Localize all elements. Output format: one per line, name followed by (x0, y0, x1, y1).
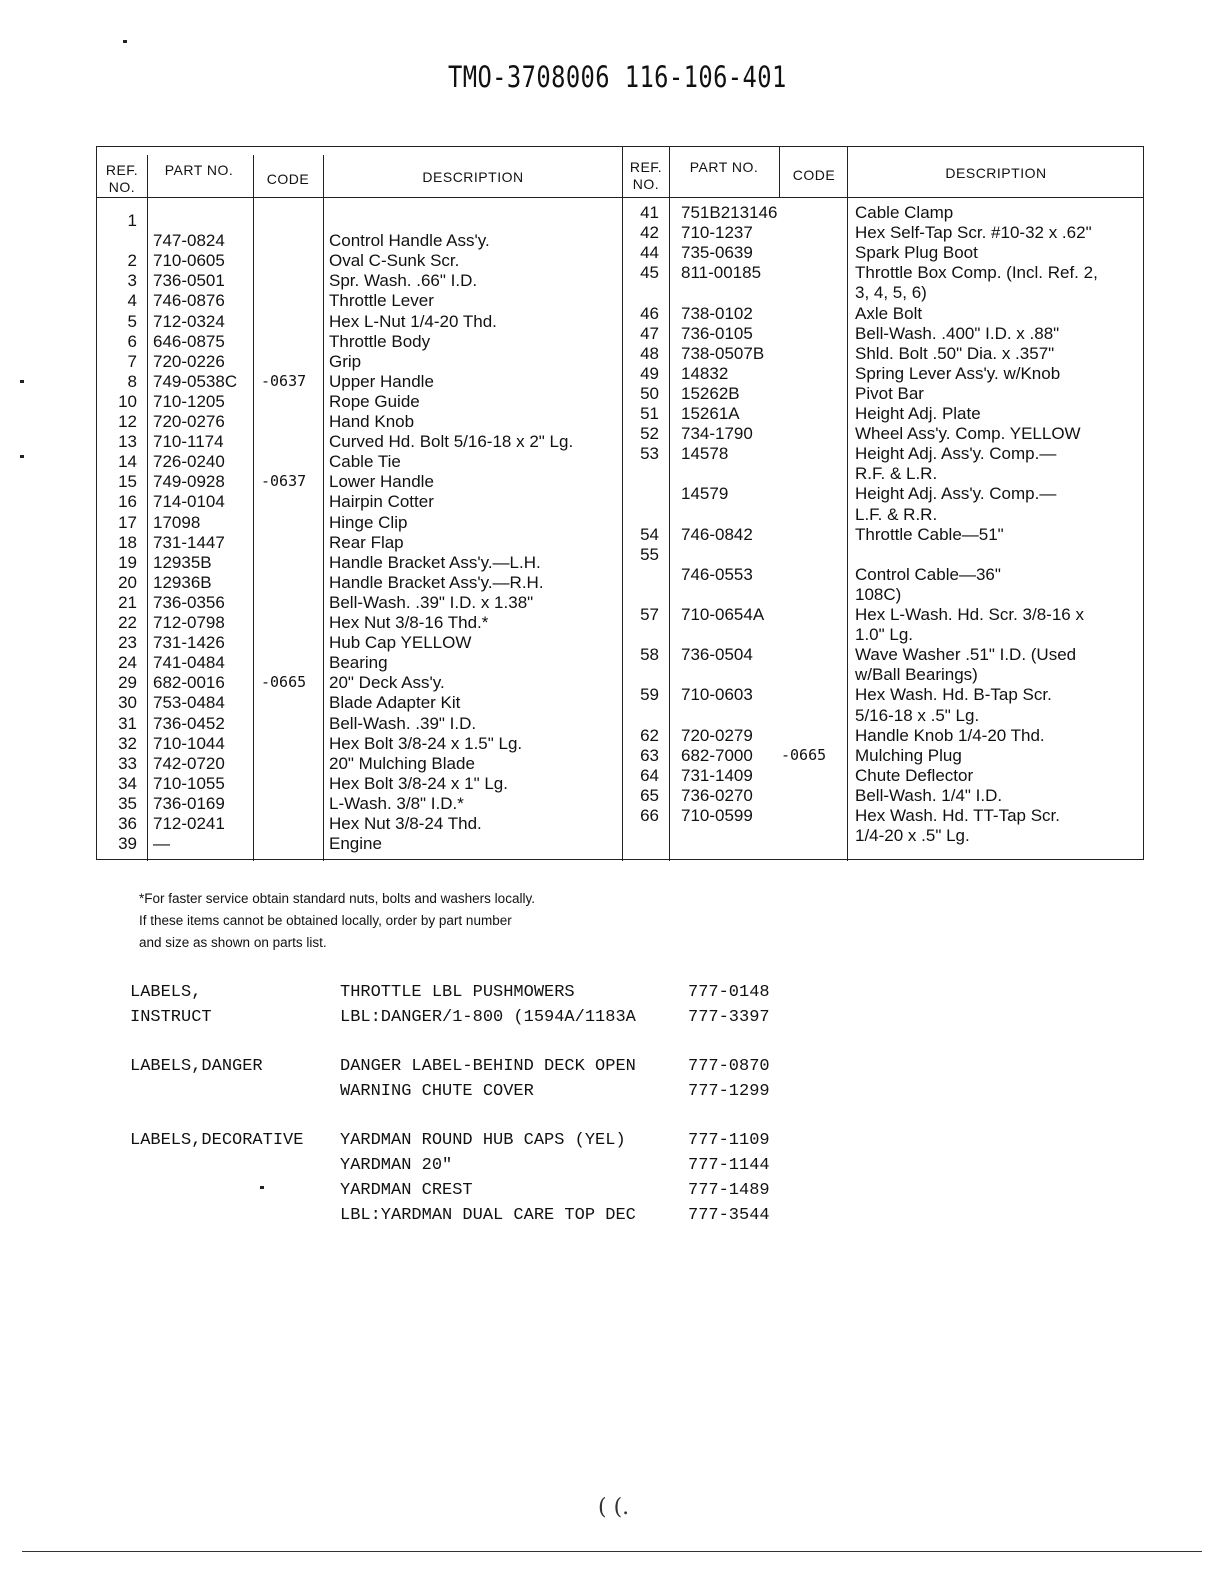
part-description: Hex L-Nut 1/4-20 Thd. (329, 311, 497, 331)
label-name: LBL:DANGER/1-800 (1594A/1183A (340, 1008, 636, 1027)
part-description: Blade Adapter Kit (329, 693, 461, 713)
part-description: Shld. Bolt .50" Dia. x .357" (855, 343, 1055, 363)
part-description: Hex Nut 3/8-16 Thd.* (329, 613, 489, 632)
part-ref: 32 (118, 733, 137, 753)
part-ref: 8 (127, 371, 137, 391)
page-mark: ( (. (598, 1495, 630, 1520)
label-name: YARDMAN CREST (340, 1181, 473, 1200)
part-number: 736-0270 (681, 785, 753, 805)
part-ref: 57 (640, 605, 659, 624)
label-number: 777-1299 (688, 1082, 770, 1101)
part-ref: 17 (118, 512, 137, 532)
part-number: 749-0538C (153, 371, 238, 391)
part-ref: 7 (127, 351, 137, 371)
part-number: 742-0720 (153, 753, 225, 773)
part-number: 731-1409 (681, 765, 753, 785)
part-ref: 46 (640, 303, 659, 323)
part-description: Hand Knob (329, 412, 415, 431)
part-number: 14579 (681, 484, 729, 504)
part-number: 746-0553 (681, 564, 753, 584)
part-ref: 33 (118, 753, 137, 773)
part-description: Oval C-Sunk Scr. (329, 251, 460, 271)
part-number: 720-0279 (681, 725, 753, 745)
part-ref: 48 (640, 343, 659, 363)
part-ref: 6 (127, 331, 137, 351)
part-ref: 53 (640, 444, 659, 464)
label-category: LABELS,DECORATIVE (130, 1131, 304, 1150)
part-number: 712-0324 (153, 311, 225, 331)
part-description: w/Ball Bearings) (855, 665, 978, 685)
part-ref: 3 (127, 271, 137, 291)
part-ref: 50 (640, 383, 659, 403)
part-description: 5/16-18 x .5" Lg. (855, 705, 980, 725)
part-number: 710-0599 (681, 806, 753, 825)
part-ref: 20 (118, 572, 137, 592)
part-description: Bell-Wash. .400" I.D. x .88" (855, 323, 1060, 343)
part-description: Bell-Wash. .39" I.D. (329, 713, 477, 733)
part-ref: 16 (118, 492, 137, 512)
part-number: 646-0875 (153, 331, 225, 351)
part-ref: 64 (640, 765, 659, 785)
part-ref: 15 (118, 472, 137, 492)
part-number: 720-0276 (153, 412, 225, 431)
part-description: 1.0" Lg. (855, 625, 914, 645)
header-code: CODE (266, 171, 310, 187)
part-description: L-Wash. 3/8" I.D.* (329, 793, 464, 813)
part-number: 12936B (153, 572, 212, 592)
scan-speck (123, 40, 127, 43)
part-ref: 4 (127, 291, 137, 311)
footnote-line: *For faster service obtain standard nuts, bolts and washers locally. (139, 891, 535, 906)
part-ref: 55 (640, 544, 659, 564)
part-ref: 41 (640, 203, 659, 222)
part-ref: 58 (640, 645, 659, 665)
part-description: R.F. & L.R. (855, 464, 938, 484)
part-ref: 45 (640, 263, 659, 283)
part-ref: 22 (118, 613, 137, 632)
part-number: 726-0240 (153, 452, 225, 472)
part-description: Height Adj. Ass'y. Comp.— (855, 484, 1057, 504)
part-ref: 44 (640, 243, 659, 263)
part-number: 710-0603 (681, 685, 753, 705)
part-description: Cable Tie (329, 452, 401, 472)
part-number: 710-1237 (681, 223, 753, 243)
part-ref: 47 (640, 323, 659, 343)
part-ref: 23 (118, 633, 137, 653)
part-description: Throttle Box Comp. (Incl. Ref. 2, (855, 263, 1098, 283)
part-number: 710-1055 (153, 773, 225, 793)
label-number: 777-0148 (688, 983, 770, 1002)
footnote-line: and size as shown on parts list. (139, 935, 327, 950)
part-number: 15262B (681, 383, 740, 403)
part-number: 738-0507B (681, 343, 765, 363)
part-description: Handle Bracket Ass'y.—L.H. (329, 552, 541, 572)
part-ref: 31 (118, 713, 137, 733)
col-divider (253, 155, 254, 861)
label-number: 777-1144 (688, 1156, 770, 1175)
part-description: Chute Deflector (855, 765, 974, 785)
part-description: Spark Plug Boot (855, 243, 978, 263)
label-number: 777-1109 (688, 1131, 770, 1150)
part-description: Bell-Wash. 1/4" I.D. (855, 785, 1003, 805)
part-number: 747-0824 (153, 231, 225, 251)
part-description: Cable Clamp (855, 203, 954, 222)
part-description: Hex Nut 3/8-24 Thd. (329, 814, 482, 833)
col-divider (669, 147, 670, 861)
part-ref: 14 (118, 452, 137, 472)
label-name: DANGER LABEL-BEHIND DECK OPEN (340, 1057, 636, 1076)
part-description: Throttle Cable—51" (855, 524, 1004, 544)
part-number: 14578 (681, 444, 729, 464)
part-description: Bell-Wash. .39" I.D. x 1.38" (329, 592, 534, 612)
part-ref: 19 (118, 552, 137, 572)
part-ref: 35 (118, 793, 137, 813)
label-number: 777-3397 (688, 1008, 770, 1027)
part-description: Hex Bolt 3/8-24 x 1" Lg. (329, 773, 508, 793)
part-number: 736-0105 (681, 323, 753, 343)
part-number: 751B213146 (681, 203, 778, 222)
part-ref: 29 (118, 673, 137, 693)
part-description: Wheel Ass'y. Comp. YELLOW (855, 424, 1081, 444)
part-description: Throttle Lever (329, 291, 434, 311)
part-number: 710-0654A (681, 605, 765, 624)
part-description: L.F. & R.R. (855, 504, 938, 524)
part-ref: 42 (640, 223, 659, 243)
label-name: YARDMAN ROUND HUB CAPS (YEL) (340, 1131, 626, 1150)
part-description: Wave Washer .51" I.D. (Used (855, 645, 1077, 665)
label-number: 777-1489 (688, 1181, 770, 1200)
part-description: Lower Handle (329, 472, 434, 492)
part-ref: 63 (640, 745, 659, 765)
label-name: THROTTLE LBL PUSHMOWERS (340, 983, 575, 1002)
header-description: DESCRIPTION (422, 169, 524, 185)
part-description: Hex Wash. Hd. B-Tap Scr. (855, 685, 1052, 705)
part-ref: 24 (118, 653, 137, 673)
part-description: Height Adj. Plate (855, 404, 981, 423)
header-part: PART NO. (689, 159, 759, 175)
part-number: 753-0484 (153, 693, 225, 713)
part-description: Hex Bolt 3/8-24 x 1.5" Lg. (329, 733, 523, 753)
part-description: Rear Flap (329, 532, 404, 552)
part-code: -0637 (261, 371, 307, 390)
part-description: Handle Bracket Ass'y.—R.H. (329, 572, 544, 592)
part-number: 741-0484 (153, 653, 225, 673)
scan-speck (20, 455, 24, 458)
part-description: Hex Wash. Hd. TT-Tap Scr. (855, 806, 1061, 825)
col-divider (847, 147, 848, 861)
part-number: 736-0356 (153, 592, 225, 612)
part-number: 736-0501 (153, 271, 225, 291)
part-description: Height Adj. Ass'y. Comp.— (855, 444, 1057, 464)
part-ref: 34 (118, 773, 137, 793)
part-number: 710-1174 (153, 432, 224, 452)
part-description: Handle Knob 1/4-20 Thd. (855, 725, 1045, 745)
part-number: 710-1044 (153, 733, 225, 753)
col-divider (622, 147, 623, 861)
part-number: 712-0241 (153, 814, 225, 833)
col-divider (779, 147, 780, 197)
part-description: Grip (329, 351, 362, 371)
label-number: 777-0870 (688, 1057, 770, 1076)
label-name: YARDMAN 20" (340, 1156, 453, 1175)
header-ref: REF. NO. (629, 159, 663, 192)
bottom-rule (22, 1551, 1202, 1552)
part-description: Hairpin Cotter (329, 492, 434, 512)
scan-speck (20, 380, 24, 383)
footnote-line: If these items cannot be obtained locally, order by part number (139, 913, 512, 928)
part-description: Control Handle Ass'y. (329, 231, 490, 251)
part-number: 710-1205 (153, 391, 225, 411)
part-ref: 66 (640, 806, 659, 825)
part-number: 736-0452 (153, 713, 225, 733)
part-ref: 1 (127, 211, 137, 230)
part-ref: 36 (118, 814, 137, 833)
part-number: 15261A (681, 404, 740, 423)
label-number: 777-3544 (688, 1206, 770, 1225)
footnote (139, 888, 535, 954)
part-ref: 54 (640, 524, 659, 544)
part-ref: 59 (640, 685, 659, 705)
part-number: 746-0842 (681, 524, 753, 544)
part-description: Hex Self-Tap Scr. #10-32 x .62" (855, 223, 1092, 243)
part-description: Curved Hd. Bolt 5/16-18 x 2" Lg. (329, 432, 574, 452)
part-description: Upper Handle (329, 371, 434, 391)
part-ref: 51 (640, 404, 659, 423)
header-part: PART NO. (164, 162, 234, 178)
part-description: Control Cable—36" (855, 564, 1001, 584)
part-ref: 65 (640, 785, 659, 805)
part-ref: 52 (640, 424, 659, 444)
part-number: 714-0104 (153, 492, 225, 512)
part-description: Axle Bolt (855, 303, 923, 323)
part-code: -0665 (261, 673, 307, 692)
label-name: WARNING CHUTE COVER (340, 1082, 534, 1101)
part-description: Throttle Body (329, 331, 431, 351)
part-number: 12935B (153, 552, 212, 572)
part-ref: 62 (640, 725, 659, 745)
part-number: 736-0169 (153, 793, 225, 813)
part-description: Hub Cap YELLOW (329, 633, 472, 653)
part-number: 682-0016 (153, 673, 225, 693)
part-description: Mulching Plug (855, 745, 962, 765)
label-category: LABELS,DANGER (130, 1057, 263, 1076)
part-description: Bearing (329, 653, 388, 673)
document-title: TMO-3708006 116-106-401 (448, 60, 787, 94)
part-description: 3, 4, 5, 6) (855, 283, 927, 303)
part-number: 720-0226 (153, 351, 225, 371)
part-description: Rope Guide (329, 391, 420, 411)
part-number: — (153, 834, 170, 854)
part-number: 712-0798 (153, 613, 225, 632)
part-description: Engine (329, 834, 382, 854)
part-number: 731-1426 (153, 633, 225, 653)
part-ref: 18 (118, 532, 137, 552)
part-ref: 12 (118, 412, 137, 431)
part-number: 746-0876 (153, 291, 225, 311)
part-number: 734-1790 (681, 424, 753, 444)
part-number: 731-1447 (153, 532, 225, 552)
part-description: Spring Lever Ass'y. w/Knob (855, 363, 1061, 383)
part-description: 20" Mulching Blade (329, 753, 475, 773)
parts-table (96, 146, 1144, 860)
part-description: Spr. Wash. .66" I.D. (329, 271, 478, 291)
part-number: 735-0639 (681, 243, 753, 263)
header-ref: REF. NO. (105, 162, 139, 195)
part-number: 710-0605 (153, 251, 225, 271)
col-divider (323, 155, 324, 861)
part-ref: 30 (118, 693, 137, 713)
part-description: 20" Deck Ass'y. (329, 673, 445, 693)
part-ref: 10 (118, 391, 137, 411)
part-number: 749-0928 (153, 472, 225, 492)
part-ref: 39 (118, 834, 137, 854)
part-ref: 21 (118, 592, 137, 612)
part-description: 1/4-20 x .5" Lg. (855, 826, 970, 846)
header-code: CODE (792, 167, 836, 183)
part-number: 17098 (153, 512, 201, 532)
part-ref: 5 (127, 311, 137, 331)
part-number: 14832 (681, 363, 729, 383)
part-code: -0637 (261, 472, 307, 491)
label-name: LBL:YARDMAN DUAL CARE TOP DEC (340, 1206, 636, 1225)
part-description: Pivot Bar (855, 383, 924, 403)
part-code: -0665 (781, 745, 827, 764)
part-number: 682-7000 (681, 745, 753, 765)
label-category: LABELS, INSTRUCT (130, 983, 212, 1027)
part-number: 736-0504 (681, 645, 753, 665)
part-description: Hex L-Wash. Hd. Scr. 3/8-16 x (855, 605, 1084, 624)
part-number: 811-00185 (681, 263, 762, 283)
part-ref: 49 (640, 363, 659, 383)
col-divider (147, 155, 148, 861)
part-description: Hinge Clip (329, 512, 408, 532)
part-ref: 13 (118, 432, 137, 452)
header-description: DESCRIPTION (945, 165, 1047, 181)
part-description: 108C) (855, 584, 902, 604)
part-ref: 2 (127, 251, 137, 271)
part-number: 738-0102 (681, 303, 753, 323)
scan-speck (260, 1186, 264, 1189)
